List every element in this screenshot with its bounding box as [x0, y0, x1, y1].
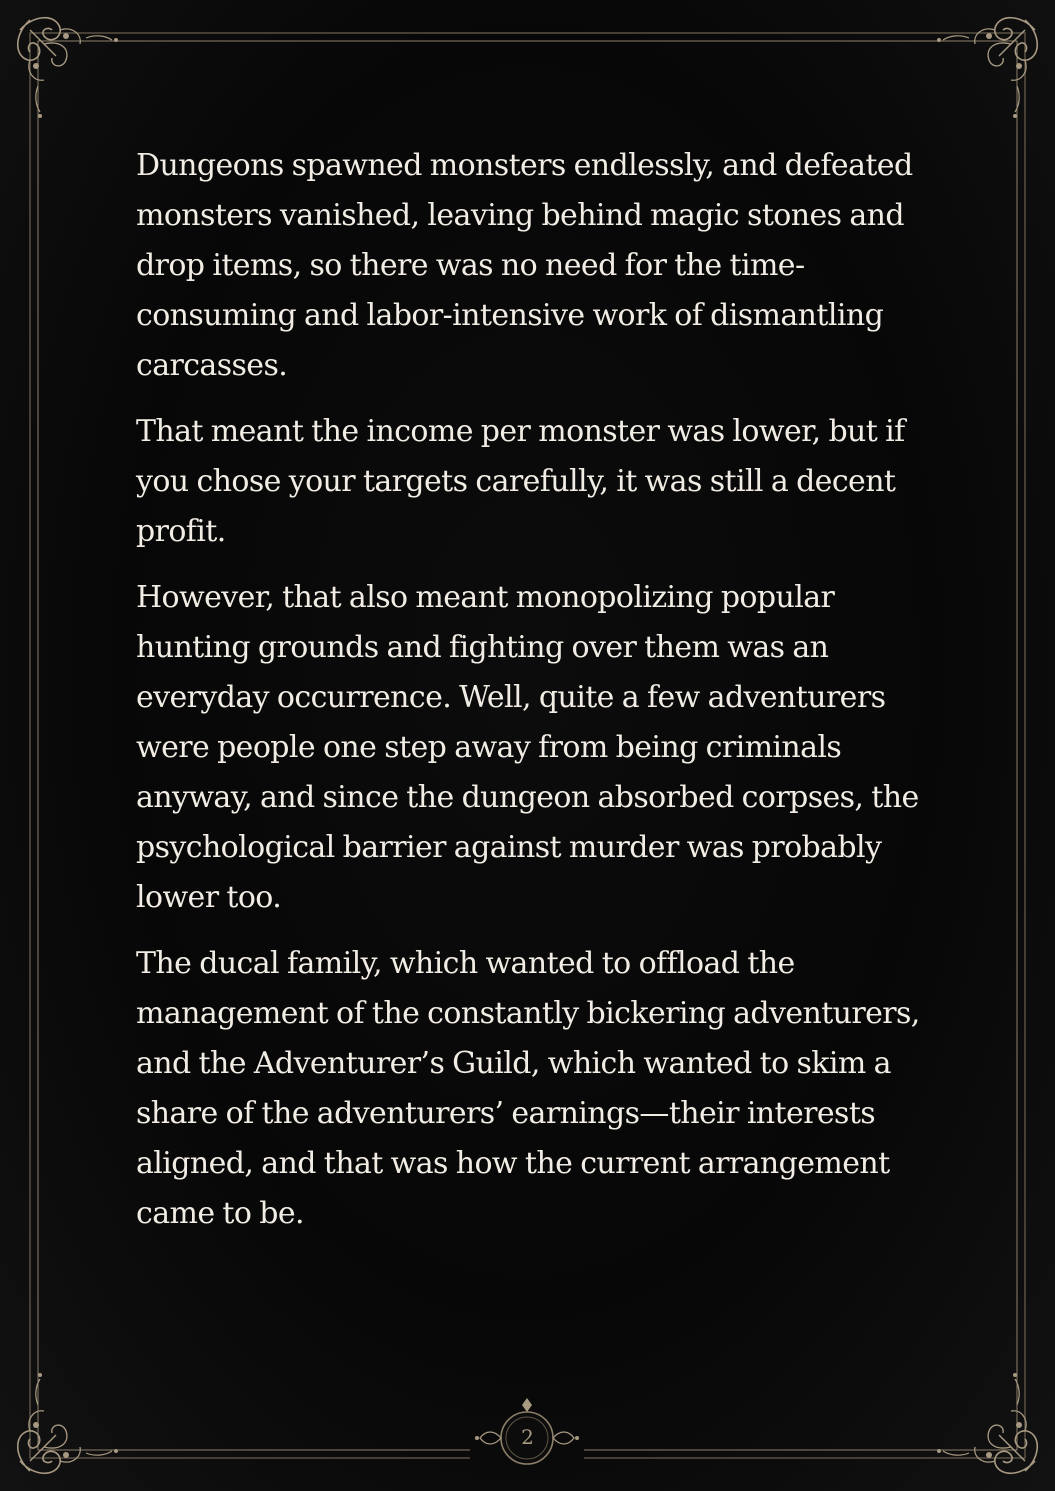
paragraph: The ducal family, which wanted to offload the management of the constantly bickering adventurers, and the Adventurer’s Guild, which wanted to skim a share of the adventurers’ earnings—their interests aligned, and that was how the current arrangement came to be. — [136, 946, 920, 1231]
paragraph: However, that also meant monopolizing popular hunting grounds and fighting over them was an everyday occurrence. Well, quite a few adventurers were people one step away from being criminals anyway, and since the dungeon absorbed corpses, the psychological barrier against murder was probably lower too. — [136, 580, 919, 915]
page-number: 2 — [521, 1425, 534, 1449]
paragraph: Dungeons spawned monsters endlessly, and defeated monsters vanished, leaving behind magic stones and drop items, so there was no need for the time-consuming and labor-intensive work of dismantling carcasses. — [136, 148, 913, 383]
chapter-text — [136, 141, 926, 1255]
paragraph: That meant the income per monster was lower, but if you chose your targets carefully, it was still a decent profit. — [136, 414, 905, 549]
